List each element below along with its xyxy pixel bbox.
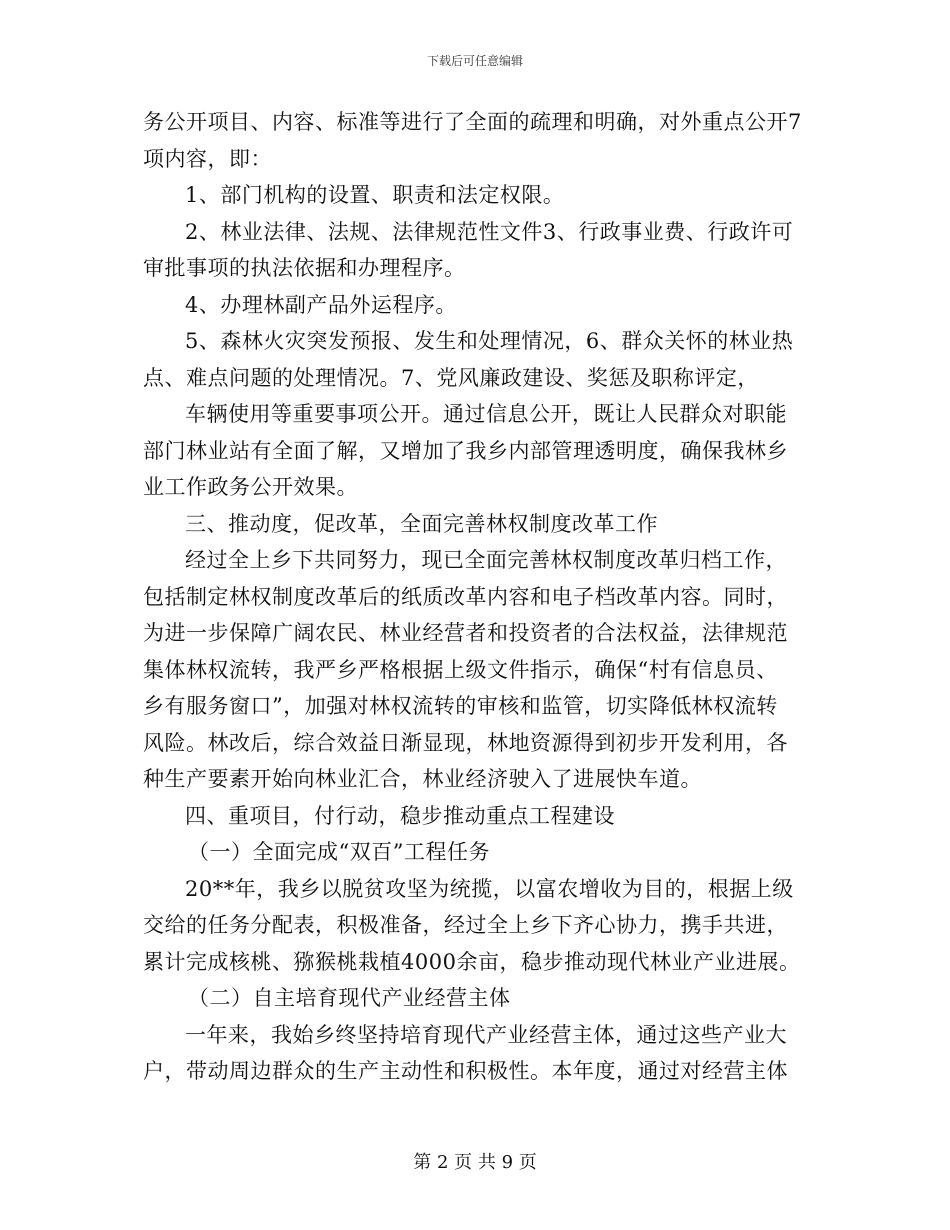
section-heading: 三、推动度，促改革，全面完善林权制度改革工作 [185,511,658,536]
body-line: 部门林业站有全面了解，又增加了我乡内部管理透明度，确保我林乡 [143,438,788,463]
body-line: 车辆使用等重要事项公开。通过信息公开，既让人民群众对职能 [185,402,787,426]
body-line: 务公开项目、内容、标准等进行了全面的疏理和明确，对外重点公开7 [143,110,802,134]
body-line: 点、难点问题的处理情况。7、党风廉政建设、奖惩及职称评定， [143,365,759,390]
body-line: 户，带动周边群众的生产主动性和积极性。本年度，通过对经营主体 [143,1059,788,1083]
section-heading: 四、重项目，付行动，稳步推动重点工程建设 [185,803,615,828]
subsection-heading: （二）自主培育现代产业经营主体 [188,986,511,1010]
body-line: 1、部门机构的设置、职责和法定权限。 [185,183,565,207]
body-line: 项内容，即： [143,146,272,171]
body-line: 一年来，我始乡终坚持培育现代产业经营主体，通过这些产业大 [185,1022,787,1047]
document-body [143,104,803,1090]
body-line: 为进一步保障广阔农民、林业经营者和投资者的合法权益，法律规范 [143,621,788,645]
body-line: 审批事项的执法依据和办理程序。 [143,256,466,280]
body-line: 经过全上乡下共同努力，现已全面完善林权制度改革归档工作， [185,548,787,572]
page-header-note: 下载后可任意编辑 [426,54,523,68]
body-line: 5、森林火灾突发预报、发生和处理情况，6、群众关怀的林业热 [185,329,794,353]
subsection-heading: （一）全面完成“双百”工程任务 [188,840,490,864]
body-line: 4、办理林副产品外运程序。 [185,292,457,317]
body-line: 业工作政务公开效果。 [143,475,358,499]
body-line: 2、林业法律、法规、法律规范性文件3、行政事业费、行政许可 [185,219,794,244]
body-line: 20**年，我乡以脱贫攻坚为统揽，以富农增收为目的，根据上级 [185,876,794,901]
body-line: 种生产要素开始向林业汇合，林业经济驶入了进展快车道。 [143,767,702,791]
page-number: 第 2 页 共 9 页 [413,1152,537,1173]
body-line: 风险。林改后，综合效益日渐显现，林地资源得到初步开发利用，各 [143,730,788,755]
body-line: 交给的任务分配表，积极准备，经过全上乡下齐心协力，携手共进， [143,913,788,937]
body-line: 乡有服务窗口”，加强对林权流转的审核和监管，切实降低林权流转 [143,694,778,718]
body-line: 累计完成核桃、猕猴桃栽植4000余亩，稳步推动现代林业产业进展。 [143,949,801,974]
body-line: 包括制定林权制度改革后的纸质改革内容和电子档改革内容。同时， [143,584,788,609]
body-line: 集体林权流转，我严乡严格根据上级文件指示，确保“村有信息员、 [143,657,778,682]
